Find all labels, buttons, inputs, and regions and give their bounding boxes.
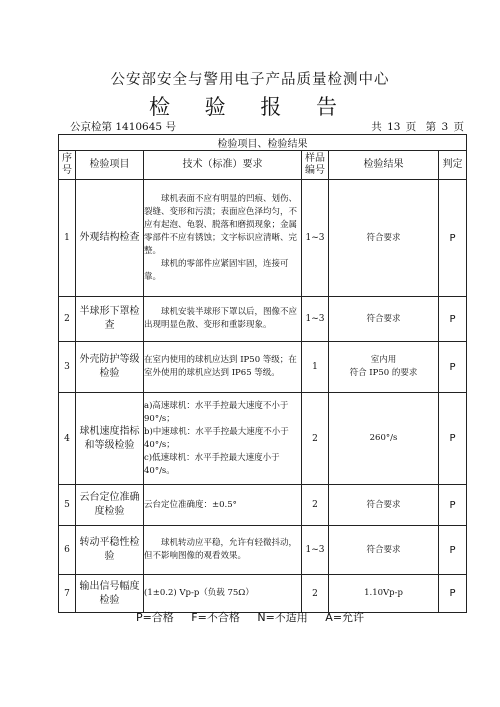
row-result: 符合要求 — [329, 297, 439, 342]
row-result: 室内用 符合 IP50 的要求 — [329, 342, 439, 393]
row-verdict: P — [439, 297, 467, 342]
header-sample: 样品编号 — [302, 151, 329, 180]
row-sample: 1~3 — [302, 297, 329, 342]
header-standard: 技术（标准）要求 — [144, 151, 302, 180]
row-item: 云台定位准确度检验 — [76, 485, 144, 526]
row-standard — [144, 485, 302, 526]
header-item: 检验项目 — [76, 151, 144, 180]
standard-line: 球机转动应平稳，允许有轻微抖动，但不影响图像的观看效果。 — [144, 538, 298, 561]
section-title: 检验项目、检验结果 — [59, 135, 467, 151]
page-number: 第 3 页 — [425, 121, 464, 133]
row-verdict: P — [439, 393, 467, 485]
organization-name: 公安部安全与警用电子产品质量检测中心 — [110, 72, 390, 88]
row-standard — [144, 575, 302, 613]
row-verdict: P — [439, 526, 467, 575]
legend-pass: P=合格 — [135, 611, 174, 624]
table-row — [59, 297, 467, 342]
row-verdict: P — [439, 342, 467, 393]
row-seq: 5 — [59, 485, 76, 526]
row-standard — [144, 526, 302, 575]
row-item: 外壳防护等级检验 — [76, 342, 144, 393]
row-verdict: P — [439, 485, 467, 526]
header-seq: 序号 — [59, 151, 76, 180]
standard-line: c)低速球机：水平手控最大速度小于 40°/s。 — [144, 452, 280, 476]
page-info — [367, 119, 464, 134]
row-seq: 7 — [59, 575, 76, 613]
row-seq: 1 — [59, 180, 76, 297]
standard-line: 球机的零部件应紧固牢固，连接可靠。 — [144, 258, 289, 282]
verdict-legend — [0, 609, 500, 625]
standard-line: (1±0.2) Vp-p（负载 75Ω） — [144, 588, 254, 598]
row-result: 260°/s — [329, 393, 439, 485]
table-row — [59, 526, 467, 575]
header-verdict: 判定 — [439, 151, 467, 180]
legend-allow: A=允许 — [325, 611, 365, 624]
table-row — [59, 393, 467, 485]
row-verdict: P — [439, 180, 467, 297]
row-standard — [144, 342, 302, 393]
row-sample: 2 — [302, 393, 329, 485]
table-row — [59, 575, 467, 613]
standard-line: a)高速球机：水平手控最大速度不小于 90°/s； — [144, 400, 289, 424]
standard-line: 云台定位准确度：±0.5° — [144, 499, 237, 510]
standard-line: 球机安装半球形下罩以后，图像不应出现明显色散、变形和重影现象。 — [144, 307, 298, 330]
table-row — [59, 342, 467, 393]
row-verdict: P — [439, 575, 467, 613]
row-item: 外观结构检查 — [76, 180, 144, 297]
report-title: 检 验 报 告 — [148, 95, 352, 119]
row-seq: 4 — [59, 393, 76, 485]
row-item: 半球形下罩检查 — [76, 297, 144, 342]
row-sample: 2 — [302, 485, 329, 526]
row-standard — [144, 393, 302, 485]
row-sample: 1 — [302, 342, 329, 393]
report-meta — [70, 119, 464, 133]
row-result: 符合要求 — [329, 485, 439, 526]
row-seq: 3 — [59, 342, 76, 393]
standard-line: 在室内使用的球机应达到 IP50 等级；在室外使用的球机应达到 IP65 等级。 — [144, 355, 297, 378]
legend-na: N=不适用 — [257, 611, 308, 624]
row-standard — [144, 180, 302, 297]
row-sample: 2 — [302, 575, 329, 613]
inspection-results-table — [58, 134, 467, 613]
row-result: 符合要求 — [329, 180, 439, 297]
row-standard — [144, 297, 302, 342]
row-item: 输出信号幅度检验 — [76, 575, 144, 613]
row-item: 球机速度指标和等级检验 — [76, 393, 144, 485]
row-seq: 6 — [59, 526, 76, 575]
standard-line: 球机表面不应有明显的凹痕、划伤、裂缝、变形和污渍；表面应色泽均匀，不应有起泡、龟裂、脱落和磨损现象；金属零部件不应有锈蚀；文字标识应清晰、完整。 — [144, 193, 298, 256]
legend-fail: F=不合格 — [191, 611, 240, 624]
table-row — [59, 180, 467, 297]
standard-line: b)中速球机：水平手控最大速度不小于 40°/s； — [144, 426, 289, 450]
row-result: 1.10Vp-p — [329, 575, 439, 613]
table-row — [59, 485, 467, 526]
row-seq: 2 — [59, 297, 76, 342]
row-result: 符合要求 — [329, 526, 439, 575]
report-number: 公京检第 1410645 号 — [70, 121, 176, 133]
header-result: 检验结果 — [329, 151, 439, 180]
row-item: 转动平稳性检验 — [76, 526, 144, 575]
row-sample: 1~3 — [302, 180, 329, 297]
row-sample: 1~3 — [302, 526, 329, 575]
total-pages: 共 13 页 — [371, 121, 417, 133]
